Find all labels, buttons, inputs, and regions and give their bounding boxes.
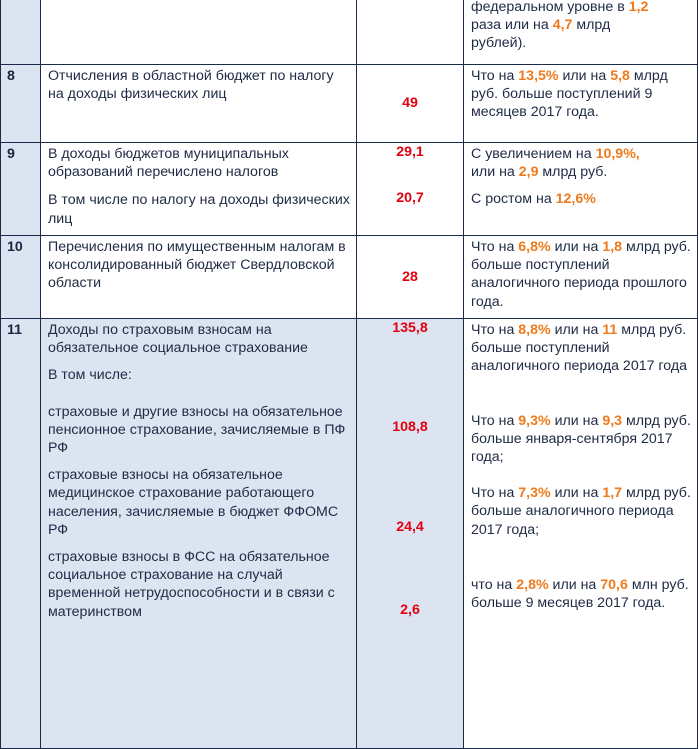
note-text: или на [548,576,601,593]
note-text: млрд руб. больше аналогичного периода 2017 года; [471,485,691,538]
value-text: 29,1 [396,144,424,160]
note-text: или на [550,485,603,502]
table-row [1,319,698,749]
table-row [1,143,698,236]
description-cell [41,0,357,65]
row-number: 8 [1,65,41,143]
description-text: страховые взносы в ФСС на обязательное социальное страхование на случай временной нетрудоспособности и в связи с материнством [48,549,335,620]
value [357,143,464,236]
note [464,143,698,236]
description-text: Доходы по страховым взносам на обязательное социальное страхование [48,322,308,357]
note-text: или на [550,239,603,255]
value-text: 28 [402,268,418,285]
value-text: 2,6 [400,601,420,618]
table-row [1,236,698,319]
note-text: рублей). [471,35,527,52]
note-highlight: 70,6 [600,576,628,593]
note-text: Что на [471,412,519,429]
note-text: федеральном уровне в [471,0,629,15]
note-text: Что на [471,239,519,255]
note-text: Что на [471,485,519,502]
description-text: В доходы бюджетов муниципальных образований перечислено налогов [48,146,289,181]
note-highlight: 1,8 [602,239,623,255]
note [464,319,698,749]
description-text: В том числе по налогу на доходы физических лиц [48,192,350,227]
note-text: млрд [572,17,611,34]
note-text: или на [550,322,603,338]
note-highlight: 1,7 [602,485,623,502]
note-text: Что на [471,322,519,338]
value [357,319,464,749]
note-text: млрд руб. больше поступлений аналогичного периода 2017 года [471,322,688,375]
note-highlight: 5,8 [610,68,630,84]
note-text: млрд руб. больше января-сентября 2017 года; [471,412,691,466]
note-text: млрд руб. [538,164,608,181]
value-text: 49 [402,95,418,112]
note [464,236,698,319]
note-text: Что на [471,68,519,84]
including-label: В том числе: [48,367,132,384]
note-highlight: 1,2 [628,0,649,15]
row-number: 9 [1,143,41,236]
note-highlight: 12,6% [555,191,596,208]
row-number: 10 [1,236,41,319]
note-text: млрд руб. больше поступлений аналогичного периода прошлого года. [471,239,691,310]
note-highlight: 13,5% [518,68,559,84]
note-text: млрд руб. больше поступлений 9 месяцев 2017 года. [471,68,668,121]
note-highlight: 11 [602,322,618,338]
note-text: или на [558,68,611,84]
row-number-cell [1,0,41,65]
value-cell [357,0,464,65]
note-text: раза или на [471,17,553,34]
value [357,65,464,143]
note-highlight: 9,3 [602,412,623,429]
note-highlight: 9,3% [518,412,551,429]
row-number: 11 [1,319,41,749]
note-highlight: 2,8% [516,576,549,593]
note-highlight: 8,8% [518,322,551,338]
note-highlight: 2,9 [518,164,539,181]
value [357,236,464,319]
description-text: страховые и другие взносы на обязательное пенсионное страхование, зачисляемые в ПФ РФ [48,403,346,457]
note-text: С увеличением на [471,146,596,162]
description [41,319,357,749]
note-highlight: 4,7 [552,17,573,34]
note-text: что на [471,576,517,593]
note-highlight: 10,9%, [595,146,640,162]
value-text: 108,8 [392,419,428,436]
note-text: или на [471,164,519,181]
value-text: 135,8 [392,320,428,336]
table-row [1,0,698,65]
value-text: 20,7 [396,190,424,207]
description: Перечисления по имущественным налогам в консолидированный бюджет Свердловской области [41,236,357,319]
note-text: млн руб. больше 9 месяцев 2017 года. [471,576,689,612]
table-row [1,65,698,143]
note-cell [464,0,698,65]
note-text: или на [550,412,603,429]
note-text: С ростом на [471,191,556,208]
description [41,143,357,236]
value-text: 24,4 [396,519,424,536]
note-highlight: 6,8% [518,239,551,255]
note [464,65,698,143]
note-highlight: 7,3% [518,485,551,502]
description: Отчисления в областной бюджет по налогу на доходы физических лиц [41,65,357,143]
description-text: страховые взносы на обязательное медицинское страхование работающего населения, зачисляемые в бюджет ФФОМС РФ [48,467,339,538]
